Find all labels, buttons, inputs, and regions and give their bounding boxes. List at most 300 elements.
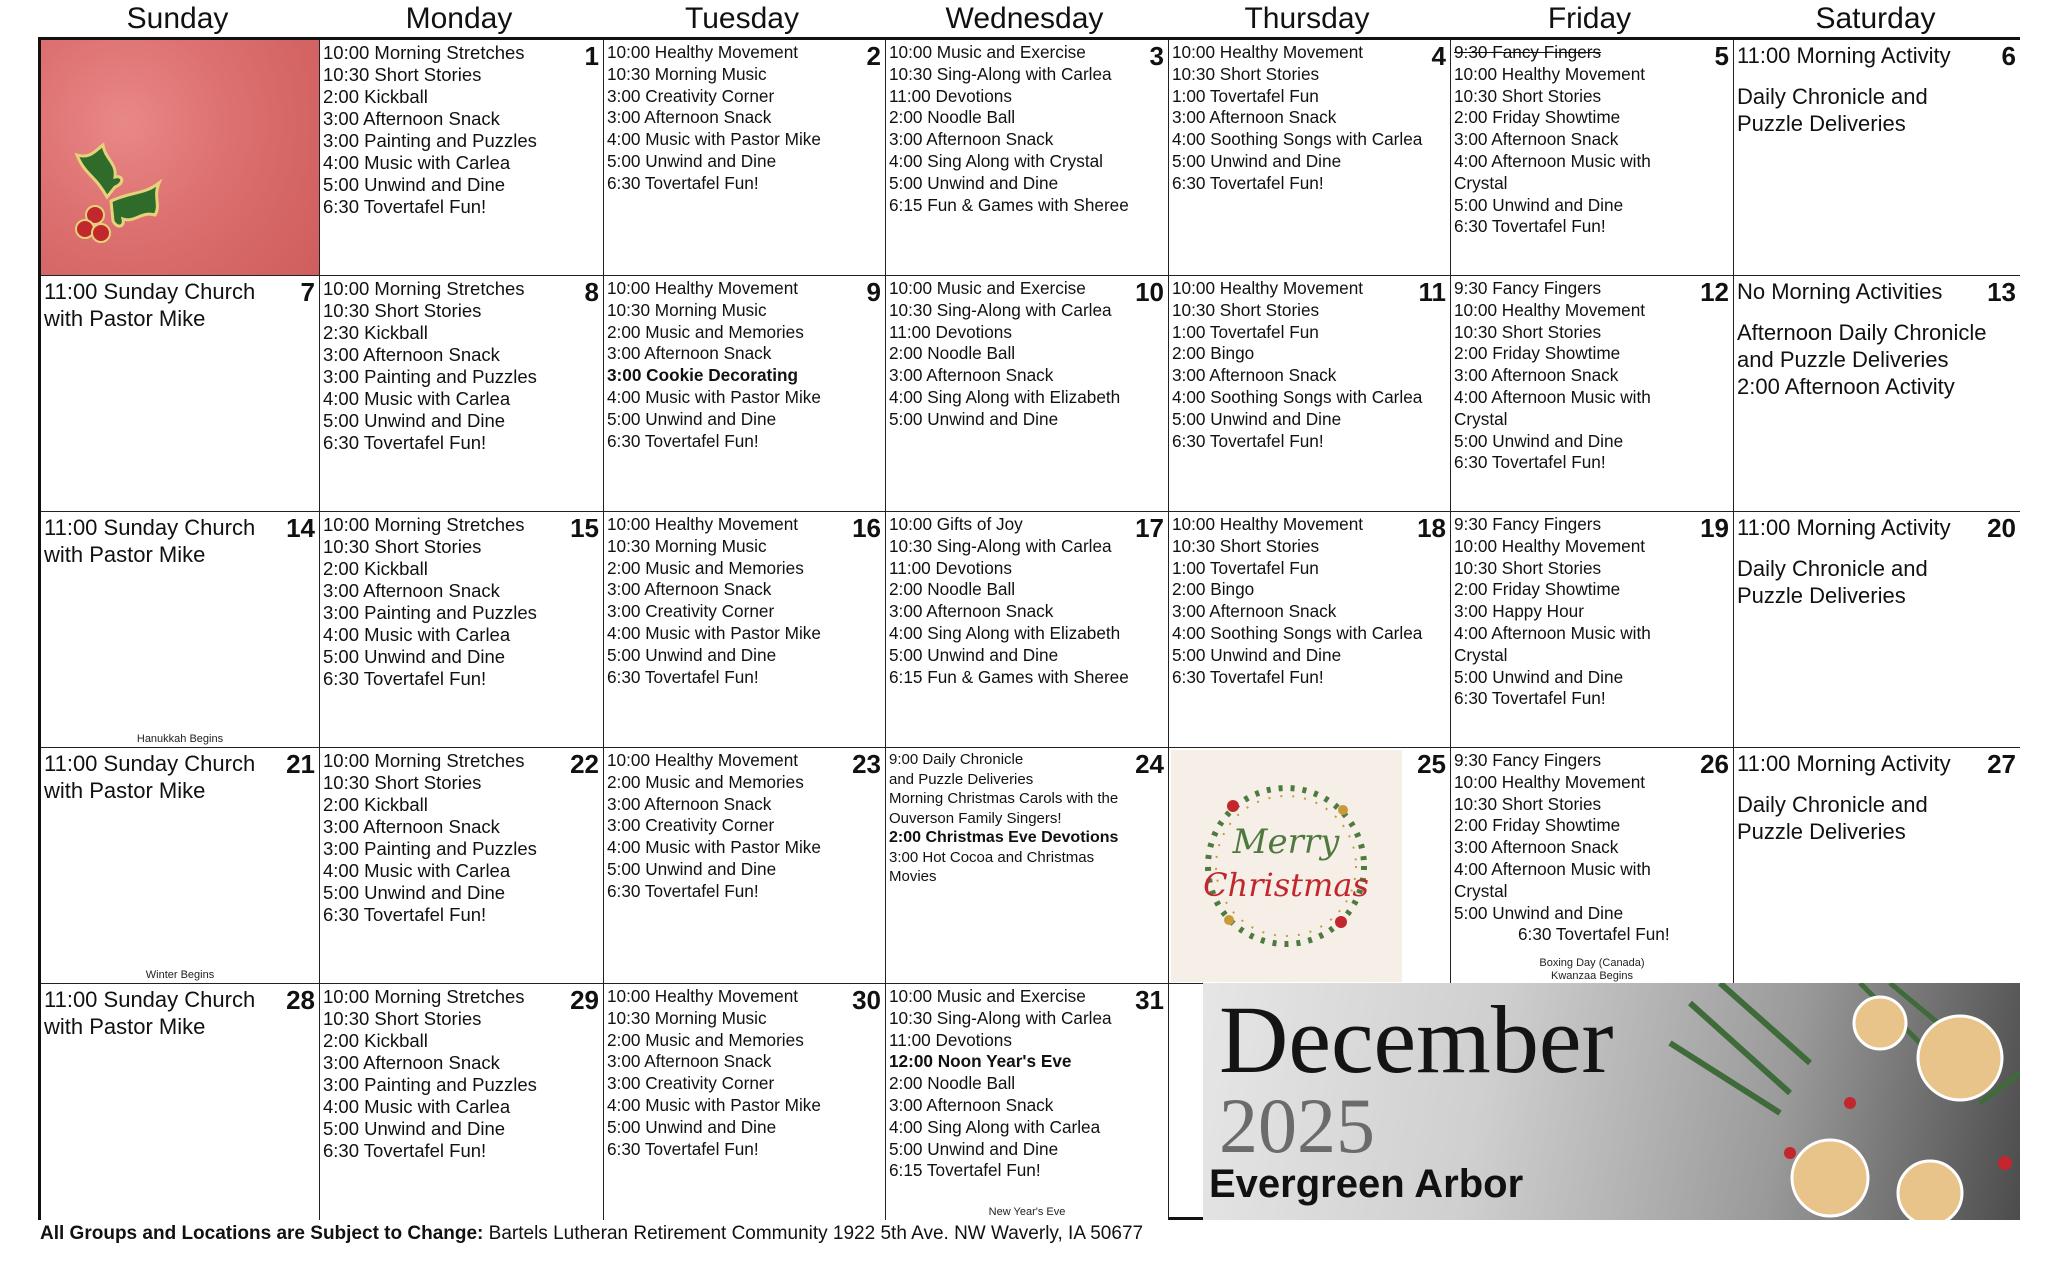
event-item: 3:00 Painting and Puzzles bbox=[323, 838, 537, 859]
event-list bbox=[1172, 42, 1450, 195]
event-item: 6:30 Tovertafel Fun! bbox=[323, 904, 487, 925]
event-item: 10:00 Healthy Movement bbox=[1172, 514, 1364, 534]
day-number: 4 bbox=[1431, 41, 1446, 71]
event-item: 4:00 Music with Carlea bbox=[323, 1096, 511, 1117]
day-cell-6 bbox=[1734, 40, 2020, 276]
event-item: 10:00 Healthy Movement bbox=[1454, 63, 1646, 84]
event-item: 4:00 Music with Carlea bbox=[323, 860, 511, 881]
event-item: Puzzle Deliveries bbox=[1737, 819, 1906, 844]
event-item: 2:00 Music and Memories bbox=[607, 557, 804, 578]
event-item: 10:30 Sing-Along with Carlea bbox=[889, 1007, 1112, 1028]
banner-year: 2025 bbox=[1219, 1082, 1375, 1169]
event-item: 2:00 Bingo bbox=[1172, 343, 1255, 364]
event-list bbox=[323, 42, 603, 218]
event-item: 3:00 Happy Hour bbox=[1454, 601, 1584, 622]
event-item: 5:00 Unwind and Dine bbox=[889, 408, 1059, 429]
event-item: Crystal bbox=[1454, 408, 1508, 429]
event-item: 4:00 Afternoon Music with bbox=[1454, 150, 1651, 171]
day-cell-30 bbox=[604, 984, 886, 1220]
event-item: 5:00 Unwind and Dine bbox=[889, 172, 1059, 193]
event-item: 3:00 Afternoon Snack bbox=[1172, 601, 1337, 622]
event-item: 5:00 Unwind and Dine bbox=[607, 1116, 777, 1137]
event-item: 5:00 Unwind and Dine bbox=[1454, 666, 1624, 687]
event-item: 5:00 Unwind and Dine bbox=[889, 644, 1059, 665]
footer-note bbox=[40, 1222, 1143, 1246]
event-item: 10:00 Morning Stretches bbox=[323, 42, 525, 63]
day-number: 25 bbox=[1417, 749, 1446, 779]
event-item: 3:00 Afternoon Snack bbox=[607, 343, 772, 364]
event-item: 10:30 Morning Music bbox=[607, 63, 767, 84]
event-item: 10:00 Healthy Movement bbox=[607, 42, 799, 62]
day-number: 14 bbox=[286, 513, 315, 543]
event-item: 11:00 Devotions bbox=[889, 85, 1012, 106]
day-number: 7 bbox=[300, 277, 315, 307]
event-item: with Pastor Mike bbox=[44, 778, 206, 803]
event-item: 3:00 Afternoon Snack bbox=[889, 601, 1054, 622]
event-item: 3:00 Afternoon Snack bbox=[607, 793, 772, 814]
event-item: 2:00 Kickball bbox=[323, 794, 428, 815]
footer-text: Bartels Lutheran Retirement Community 1922 5th Ave. NW Waverly, IA 50677 bbox=[483, 1223, 1144, 1244]
event-item: Puzzle Deliveries bbox=[1737, 111, 1906, 136]
day-number: 21 bbox=[286, 749, 315, 779]
event-item: 3:00 Painting and Puzzles bbox=[323, 602, 537, 623]
event-item: 2:00 Bingo bbox=[1172, 579, 1255, 600]
event-item: 5:00 Unwind and Dine bbox=[607, 858, 777, 879]
event-item: 4:00 Afternoon Music with bbox=[1454, 858, 1651, 879]
day-number: 28 bbox=[286, 985, 315, 1015]
day-number: 6 bbox=[2001, 41, 2016, 71]
community-name: Evergreen Arbor bbox=[1209, 1162, 1524, 1206]
event-item: 10:00 Morning Stretches bbox=[323, 278, 525, 299]
event-item: 2:00 Friday Showtime bbox=[1454, 579, 1621, 600]
event-item: 11:00 Morning Activity bbox=[1737, 43, 1951, 68]
event-item: 10:00 Morning Stretches bbox=[323, 514, 525, 535]
event-item: 10:00 Healthy Movement bbox=[1454, 299, 1646, 320]
event-item: 6:15 Fun & Games with Sheree bbox=[889, 194, 1129, 215]
event-item: 6:30 Tovertafel Fun! bbox=[323, 432, 487, 453]
event-item: 10:30 Short Stories bbox=[323, 300, 482, 321]
event-item: 3:00 Afternoon Snack bbox=[1172, 107, 1337, 128]
event-item: 1:00 Tovertafel Fun bbox=[1172, 321, 1319, 342]
gingerbread-snowflake-cookies-icon bbox=[1660, 983, 2020, 1220]
event-item: Daily Chronicle and bbox=[1737, 84, 1928, 109]
event-item: 11:00 Devotions bbox=[889, 557, 1012, 578]
event-item: 2:00 Noodle Ball bbox=[889, 107, 1016, 128]
day-number: 29 bbox=[570, 985, 599, 1015]
event-list bbox=[1737, 750, 2020, 845]
event-item: 3:00 Afternoon Snack bbox=[323, 816, 500, 837]
event-item: 4:00 Music with Pastor Mike bbox=[607, 386, 821, 407]
day-number: 1 bbox=[584, 41, 599, 71]
event-list bbox=[607, 986, 885, 1160]
event-item: 3:00 Afternoon Snack bbox=[1172, 365, 1337, 386]
event-list bbox=[889, 42, 1168, 216]
event-item: 3:00 Creativity Corner bbox=[607, 815, 775, 836]
event-item: Afternoon Daily Chronicle bbox=[1737, 320, 1987, 345]
event-item: and Puzzle Deliveries bbox=[1737, 347, 1949, 372]
event-item: 10:00 Music and Exercise bbox=[889, 278, 1086, 298]
day-number: 2 bbox=[866, 41, 881, 71]
day-name-tuesday: Tuesday bbox=[685, 2, 799, 35]
event-item: 6:30 Tovertafel Fun! bbox=[323, 196, 487, 217]
day-name-friday: Friday bbox=[1547, 2, 1632, 35]
event-item: 11:00 Sunday Church bbox=[44, 515, 256, 540]
day-cell-3 bbox=[886, 40, 1169, 276]
day-cell-24 bbox=[886, 748, 1169, 984]
day-number: 24 bbox=[1135, 749, 1164, 779]
day-number: 31 bbox=[1135, 985, 1164, 1015]
event-item: 11:00 Morning Activity bbox=[1737, 751, 1951, 776]
holiday-note-line: Kwanzaa Begins bbox=[1551, 970, 1633, 982]
event-item: 10:30 Sing-Along with Carlea bbox=[889, 299, 1112, 320]
day-cell-31 bbox=[886, 984, 1169, 1220]
event-item: 10:30 Short Stories bbox=[1454, 557, 1602, 578]
event-item: 10:30 Short Stories bbox=[1454, 85, 1602, 106]
holiday-note: Winter Begins bbox=[145, 969, 215, 981]
holiday-note: Hanukkah Begins bbox=[136, 733, 224, 745]
day-name-sunday: Sunday bbox=[126, 2, 229, 35]
event-item: 9:30 Fancy Fingers bbox=[1454, 750, 1602, 770]
event-item: 2:00 Noodle Ball bbox=[889, 343, 1016, 364]
event-item: 10:00 Morning Stretches bbox=[323, 750, 525, 771]
event-item: 10:30 Sing-Along with Carlea bbox=[889, 535, 1112, 556]
event-item: 11:00 Sunday Church bbox=[44, 279, 256, 304]
event-item: 3:00 Afternoon Snack bbox=[1454, 129, 1619, 150]
event-item: 4:00 Soothing Songs with Carlea bbox=[1172, 129, 1423, 150]
event-list bbox=[1172, 514, 1450, 688]
event-item: 3:00 Painting and Puzzles bbox=[323, 130, 537, 151]
event-item: 4:00 Soothing Songs with Carlea bbox=[1172, 622, 1423, 643]
event-item: 4:00 Afternoon Music with bbox=[1454, 622, 1651, 643]
event-item: with Pastor Mike bbox=[44, 1014, 206, 1039]
event-item: 3:00 Afternoon Snack bbox=[889, 365, 1054, 386]
day-cell-27 bbox=[1734, 748, 2020, 984]
event-item: 10:00 Healthy Movement bbox=[1172, 42, 1364, 62]
event-item: 2:00 Noodle Ball bbox=[889, 579, 1016, 600]
day-number: 12 bbox=[1700, 277, 1729, 307]
day-cell-4 bbox=[1169, 40, 1451, 276]
event-list bbox=[1454, 42, 1733, 238]
month-banner bbox=[1203, 983, 2020, 1220]
event-list bbox=[1737, 514, 2020, 609]
event-item: Puzzle Deliveries bbox=[1737, 583, 1906, 608]
event-item: 10:00 Music and Exercise bbox=[889, 986, 1086, 1006]
event-list bbox=[1454, 278, 1733, 474]
event-item: 2:00 Friday Showtime bbox=[1454, 107, 1621, 128]
event-item: 5:00 Unwind and Dine bbox=[607, 150, 777, 171]
event-item: 4:00 Afternoon Music with bbox=[1454, 386, 1651, 407]
day-number: 9 bbox=[866, 277, 881, 307]
day-number: 11 bbox=[1418, 277, 1446, 307]
event-item: 10:30 Short Stories bbox=[1454, 793, 1602, 814]
day-number: 10 bbox=[1135, 277, 1164, 307]
event-item: 2:00 Music and Memories bbox=[607, 1029, 804, 1050]
event-list bbox=[889, 986, 1168, 1182]
holly-icon bbox=[55, 135, 165, 255]
event-item: 2:00 Kickball bbox=[323, 1030, 428, 1051]
day-cell-16 bbox=[604, 512, 886, 748]
event-item: 10:00 Gifts of Joy bbox=[889, 514, 1023, 534]
event-item: 5:00 Unwind and Dine bbox=[607, 408, 777, 429]
event-item: 10:00 Healthy Movement bbox=[607, 750, 799, 770]
event-item: 5:00 Unwind and Dine bbox=[323, 410, 506, 431]
event-item: 3:00 Painting and Puzzles bbox=[323, 1074, 537, 1095]
merry-text: Merry bbox=[1232, 822, 1340, 862]
event-item: 11:00 Sunday Church bbox=[44, 751, 256, 776]
event-item: 5:00 Unwind and Dine bbox=[323, 1118, 506, 1139]
day-cell-12 bbox=[1451, 276, 1734, 512]
event-item: 5:00 Unwind and Dine bbox=[323, 882, 506, 903]
day-cell-1 bbox=[320, 40, 604, 276]
event-list bbox=[1454, 514, 1733, 710]
day-cell-19 bbox=[1451, 512, 1734, 748]
event-item: 3:00 Creativity Corner bbox=[607, 1073, 775, 1094]
event-item: 4:00 Music with Carlea bbox=[323, 624, 511, 645]
event-item: Crystal bbox=[1454, 172, 1508, 193]
event-item: 10:00 Healthy Movement bbox=[1454, 535, 1646, 556]
day-number: 18 bbox=[1417, 513, 1446, 543]
day-cell-15 bbox=[320, 512, 604, 748]
event-list bbox=[323, 514, 603, 690]
day-cell-7 bbox=[41, 276, 320, 512]
event-item: 9:00 Daily Chronicle bbox=[889, 751, 1024, 768]
event-item: 11:00 Sunday Church bbox=[44, 987, 256, 1012]
event-item: 2:00 Music and Memories bbox=[607, 321, 804, 342]
event-item: 3:00 Afternoon Snack bbox=[607, 579, 772, 600]
event-item: 6:30 Tovertafel Fun! bbox=[1172, 666, 1324, 687]
event-item: 10:30 Morning Music bbox=[607, 535, 767, 556]
event-item: 6:30 Tovertafel Fun! bbox=[1454, 688, 1606, 709]
event-item: 4:00 Music with Pastor Mike bbox=[607, 1094, 821, 1115]
day-cell-23 bbox=[604, 748, 886, 984]
event-item: 10:30 Short Stories bbox=[1172, 535, 1320, 556]
event-list bbox=[889, 750, 1168, 887]
event-item: 2:00 Kickball bbox=[323, 558, 428, 579]
day-name-thursday: Thursday bbox=[1244, 2, 1370, 35]
day-number: 19 bbox=[1700, 513, 1729, 543]
event-item: Movies bbox=[889, 868, 937, 885]
day-cell-2 bbox=[604, 40, 886, 276]
event-item: 10:30 Short Stories bbox=[323, 1008, 482, 1029]
day-name-monday: Monday bbox=[405, 2, 513, 35]
day-cell-9 bbox=[604, 276, 886, 512]
event-item: 2:00 Afternoon Activity bbox=[1737, 374, 1955, 399]
banner-month: December bbox=[1219, 986, 1614, 1093]
event-item: Ouverson Family Singers! bbox=[889, 809, 1062, 827]
holiday-note bbox=[1451, 957, 1733, 983]
event-item: 4:00 Music with Carlea bbox=[323, 152, 511, 173]
event-item: 2:00 Music and Memories bbox=[607, 771, 804, 792]
event-item: 5:00 Unwind and Dine bbox=[1172, 408, 1342, 429]
event-item: 5:00 Unwind and Dine bbox=[1172, 150, 1342, 171]
event-item: 3:00 Creativity Corner bbox=[607, 601, 775, 622]
event-list bbox=[889, 514, 1168, 688]
event-item: 3:00 Afternoon Snack bbox=[323, 1052, 500, 1073]
event-item: 5:00 Unwind and Dine bbox=[889, 1138, 1059, 1159]
day-number: 8 bbox=[584, 277, 599, 307]
event-item: with Pastor Mike bbox=[44, 542, 206, 567]
event-list bbox=[607, 750, 885, 903]
day-cell-11 bbox=[1169, 276, 1451, 512]
day-number: 16 bbox=[852, 513, 881, 543]
event-list bbox=[44, 278, 319, 332]
event-item: 5:00 Unwind and Dine bbox=[323, 174, 506, 195]
event-item: 10:30 Morning Music bbox=[607, 1007, 767, 1028]
event-item: 4:00 Soothing Songs with Carlea bbox=[1172, 386, 1423, 407]
event-item: 10:30 Short Stories bbox=[323, 536, 482, 557]
day-cell-10 bbox=[886, 276, 1169, 512]
day-number: 22 bbox=[570, 749, 599, 779]
event-item: 2:00 Friday Showtime bbox=[1454, 343, 1621, 364]
event-item: 6:30 Tovertafel Fun! bbox=[607, 666, 759, 687]
event-item: 6:15 Fun & Games with Sheree bbox=[889, 666, 1129, 687]
event-item: 4:00 Music with Pastor Mike bbox=[607, 837, 821, 858]
event-item: 12:00 Noon Year's Eve bbox=[889, 1051, 1072, 1072]
event-item: and Puzzle Deliveries bbox=[889, 770, 1034, 788]
event-item: 10:00 Healthy Movement bbox=[607, 986, 799, 1006]
event-item: 4:00 Music with Pastor Mike bbox=[607, 622, 821, 643]
event-item: 5:00 Unwind and Dine bbox=[1454, 194, 1624, 215]
event-item: 10:00 Healthy Movement bbox=[607, 278, 799, 298]
day-number: 15 bbox=[570, 513, 599, 543]
footer-bold: All Groups and Locations are Subject to Change: bbox=[40, 1223, 484, 1244]
event-item: 4:00 Sing Along with Carlea bbox=[889, 1116, 1101, 1137]
day-number: 27 bbox=[1987, 749, 2016, 779]
event-item: 2:00 Noodle Ball bbox=[889, 1073, 1016, 1094]
event-item: 5:00 Unwind and Dine bbox=[607, 644, 777, 665]
event-item: 10:00 Morning Stretches bbox=[323, 986, 525, 1007]
event-list bbox=[323, 986, 603, 1162]
event-item: 3:00 Hot Cocoa and Christmas bbox=[889, 848, 1095, 866]
event-list bbox=[607, 278, 885, 452]
event-list bbox=[1737, 42, 2020, 137]
event-item: 3:00 Afternoon Snack bbox=[1454, 837, 1619, 858]
day-cell-8 bbox=[320, 276, 604, 512]
event-list bbox=[607, 42, 885, 195]
event-list bbox=[607, 514, 885, 688]
event-item: 3:00 Afternoon Snack bbox=[889, 129, 1054, 150]
day-cell-22 bbox=[320, 748, 604, 984]
event-item: 9:30 Fancy Fingers bbox=[1454, 514, 1602, 534]
holiday-note: New Year's Eve bbox=[988, 1206, 1066, 1218]
event-item: 3:00 Afternoon Snack bbox=[889, 1094, 1054, 1115]
christmas-wreath-icon bbox=[1171, 750, 1402, 982]
day-cell-17 bbox=[886, 512, 1169, 748]
calendar-grid bbox=[38, 37, 2020, 1220]
day-number: 13 bbox=[1987, 277, 2016, 307]
event-item: 2:00 Christmas Eve Devotions bbox=[889, 829, 1119, 846]
event-item: 10:30 Morning Music bbox=[607, 299, 767, 320]
event-item: Crystal bbox=[1454, 644, 1508, 665]
day-cell-25 bbox=[1169, 748, 1451, 984]
event-list bbox=[323, 278, 603, 454]
day-number: 26 bbox=[1700, 749, 1729, 779]
event-item: 6:30 Tovertafel Fun! bbox=[607, 1138, 759, 1159]
event-item: 3:00 Afternoon Snack bbox=[1454, 365, 1619, 386]
event-list bbox=[1172, 278, 1450, 452]
day-cell-5 bbox=[1451, 40, 1734, 276]
event-item: 6:30 Tovertafel Fun! bbox=[1172, 430, 1324, 451]
day-name-saturday: Saturday bbox=[1815, 2, 1936, 35]
event-item: 11:00 Devotions bbox=[889, 1029, 1012, 1050]
event-item: 5:00 Unwind and Dine bbox=[1172, 644, 1342, 665]
day-number: 5 bbox=[1714, 41, 1729, 71]
event-item: 4:00 Sing Along with Elizabeth bbox=[889, 622, 1121, 643]
weekday-header bbox=[38, 0, 2020, 38]
day-number: 30 bbox=[852, 985, 881, 1015]
event-item: 3:00 Afternoon Snack bbox=[607, 1051, 772, 1072]
event-item: 6:30 Tovertafel Fun! bbox=[607, 430, 759, 451]
event-item: 6:30 Tovertafel Fun! bbox=[607, 880, 759, 901]
event-item: Daily Chronicle and bbox=[1737, 792, 1928, 817]
event-item: 10:00 Healthy Movement bbox=[607, 514, 799, 534]
event-item: 6:30 Tovertafel Fun! bbox=[1454, 216, 1606, 237]
event-item: 10:30 Short Stories bbox=[1172, 299, 1320, 320]
day-cell-21 bbox=[41, 748, 320, 984]
day-cell-18 bbox=[1169, 512, 1451, 748]
day-number: 3 bbox=[1149, 41, 1164, 71]
event-item: 10:30 Short Stories bbox=[1172, 63, 1320, 84]
day-cell-20 bbox=[1734, 512, 2020, 748]
day-number: 20 bbox=[1987, 513, 2016, 543]
event-list bbox=[1737, 278, 2020, 400]
event-list bbox=[44, 514, 319, 568]
event-item: Crystal bbox=[1454, 880, 1508, 901]
event-list bbox=[1454, 750, 1733, 946]
event-item: 6:30 Tovertafel Fun! bbox=[1518, 924, 1670, 945]
event-list bbox=[44, 986, 319, 1040]
event-item: 4:00 Music with Pastor Mike bbox=[607, 129, 821, 150]
event-item: 6:30 Tovertafel Fun! bbox=[1172, 172, 1324, 193]
event-item: Daily Chronicle and bbox=[1737, 556, 1928, 581]
holiday-note-line: Boxing Day (Canada) bbox=[1539, 957, 1645, 969]
event-item: 10:30 Short Stories bbox=[323, 64, 482, 85]
event-item: with Pastor Mike bbox=[44, 306, 206, 331]
event-item: 2:30 Kickball bbox=[323, 322, 428, 343]
day-cell-14 bbox=[41, 512, 320, 748]
event-item: 3:00 Painting and Puzzles bbox=[323, 366, 537, 387]
event-item: 4:00 Music with Carlea bbox=[323, 388, 511, 409]
event-item: 2:00 Friday Showtime bbox=[1454, 815, 1621, 836]
event-item: 5:00 Unwind and Dine bbox=[1454, 902, 1624, 923]
event-item: 3:00 Afternoon Snack bbox=[323, 108, 500, 129]
event-item: 3:00 Cookie Decorating bbox=[607, 365, 799, 386]
event-item: 3:00 Afternoon Snack bbox=[323, 580, 500, 601]
event-list bbox=[44, 750, 319, 804]
event-item: 10:00 Healthy Movement bbox=[1454, 771, 1646, 792]
event-item: 5:00 Unwind and Dine bbox=[1454, 430, 1624, 451]
event-item: Morning Christmas Carols with the bbox=[889, 790, 1119, 807]
event-item: 6:30 Tovertafel Fun! bbox=[1454, 452, 1606, 473]
event-item: No Morning Activities bbox=[1737, 279, 1943, 304]
day-cell-13 bbox=[1734, 276, 2020, 512]
event-list bbox=[323, 750, 603, 926]
event-item: 2:00 Kickball bbox=[323, 86, 428, 107]
event-item: 3:00 Creativity Corner bbox=[607, 85, 775, 106]
event-item: 10:00 Music and Exercise bbox=[889, 42, 1086, 62]
day-cell-29 bbox=[320, 984, 604, 1220]
event-item: 11:00 Devotions bbox=[889, 321, 1012, 342]
event-item: 3:00 Afternoon Snack bbox=[607, 107, 772, 128]
event-item: 3:00 Afternoon Snack bbox=[323, 344, 500, 365]
event-item: 10:30 Short Stories bbox=[323, 772, 482, 793]
day-cell-28 bbox=[41, 984, 320, 1220]
holly-decoration-cell bbox=[41, 40, 320, 276]
day-name-wednesday: Wednesday bbox=[945, 2, 1104, 35]
day-number: 17 bbox=[1135, 513, 1164, 543]
event-item: 10:30 Sing-Along with Carlea bbox=[889, 63, 1112, 84]
christmas-text: Christmas bbox=[1203, 866, 1369, 904]
